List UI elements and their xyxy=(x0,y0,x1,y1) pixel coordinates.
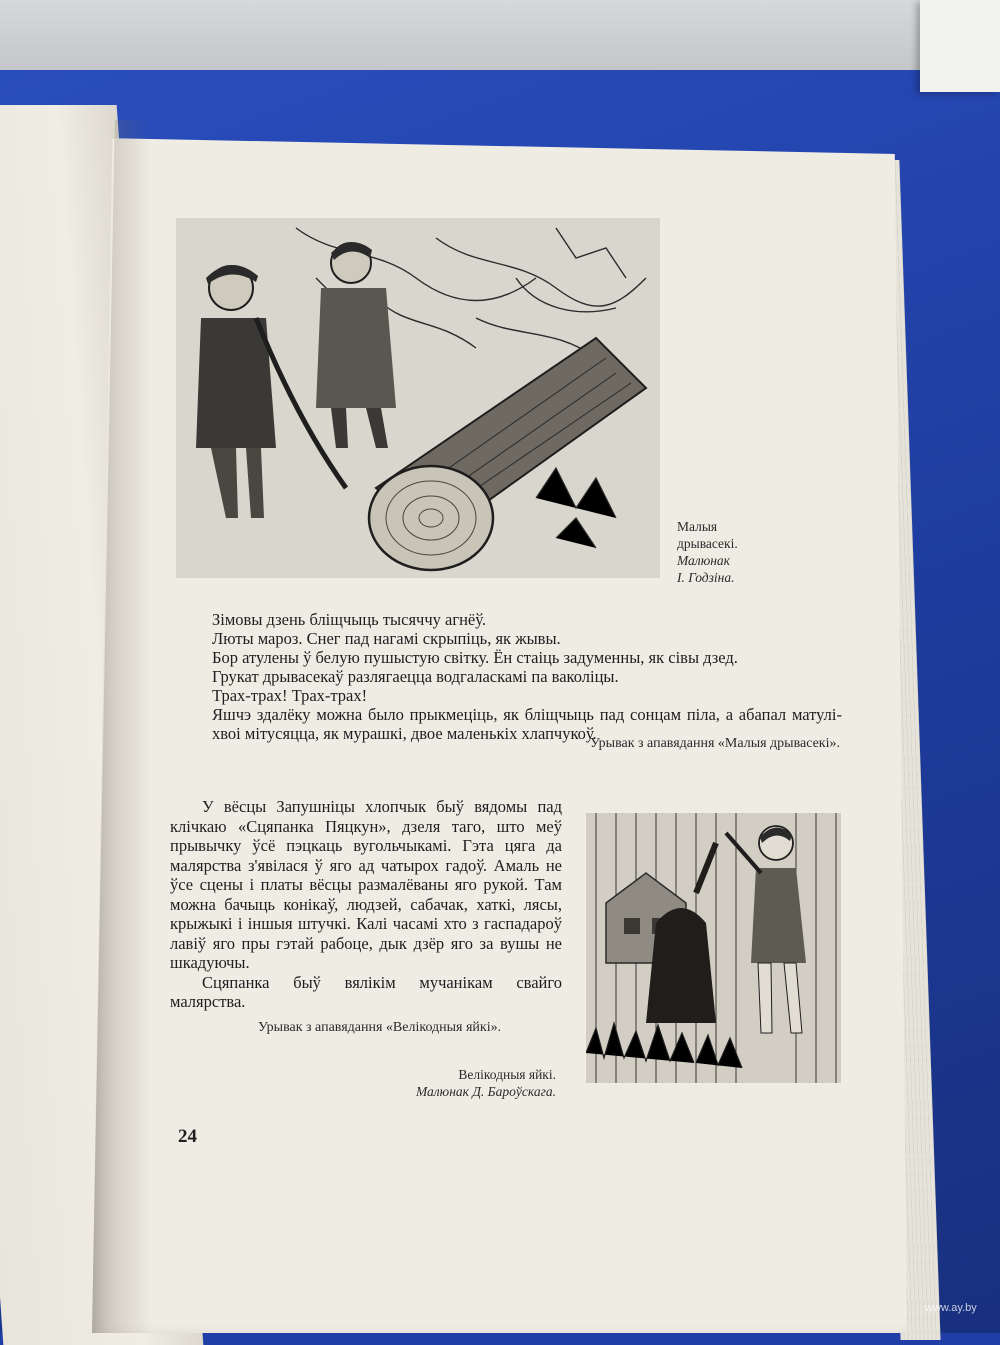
top-illustration-caption xyxy=(677,518,787,586)
excerpt-source-easter-eggs: Урывак з апавядання «Велікодныя яйкі». xyxy=(258,1020,502,1035)
excerpt-line: Трах-трах! Трах-трах! xyxy=(212,686,368,705)
excerpt-line: Люты мароз. Снег пад нагамі скрыпіць, як жывы. xyxy=(212,629,561,648)
prose-paragraph: У вёсцы Запушніцы хлопчык быў вядомы пад клічкаю «Сцяпанка Пяцкун», дзеля таго, што меў прывычку ўсё пэцкаць вугольчыкамі. Гэта цяга да малярства з'явілася ў яго ад чатырох гадоў. Амаль не ўсе сцены і платы вёсцы размалёваны яго рукой. Там можна бачыць конікаў, людзей, сабачак, хаткі, лясы, крыжыкі і іншыя штучкі. Калі часамі хто з гаспадароў лавіў яго пры гэтай рабоце, дык дзёр яго за вушы не шкадуючы. xyxy=(170,797,562,972)
white-box xyxy=(920,0,1000,92)
excerpt-line: Грукат дрывасекаў разлягаецца водгаласкамі па ваколіцы. xyxy=(212,667,619,686)
excerpt-line: Яшчэ здалёку можна было прыкмеціць, як бліщчыць пад сонцам піла, а абапал матулі-хвоі мітусяцца, як мурашкі, двое маленькіх хлапчукоў. xyxy=(212,705,842,743)
page-number: 24 xyxy=(178,1126,197,1147)
prose-excerpt-woodcutters xyxy=(212,610,842,743)
easter-eggs-drawing xyxy=(586,813,841,1083)
caption-author-line-1: Малюнак xyxy=(677,553,730,568)
prose-paragraph: Сцяпанка быў вялікім мучанікам свайго малярства. xyxy=(170,972,562,1011)
woodcutters-drawing xyxy=(176,218,660,578)
excerpt-source-woodcutters: Урывак з апавядання «Малыя дрывасекі». xyxy=(590,736,840,751)
prose-excerpt-easter-eggs xyxy=(170,797,562,1012)
bottom-illustration-caption xyxy=(380,1066,556,1100)
background-wall xyxy=(0,0,1000,70)
easter-eggs-illustration xyxy=(586,813,841,1083)
woodcutters-illustration xyxy=(176,218,660,578)
caption-line: Велікодныя яйкі. xyxy=(458,1067,556,1082)
caption-author-line-2: І. Годзіна. xyxy=(677,570,735,585)
caption-line-2: дрывасекі. xyxy=(677,536,738,551)
excerpt-line: Зімовы дзень бліщчыць тысяччу агнёў. xyxy=(212,610,486,629)
caption-line-1: Малыя xyxy=(677,519,718,534)
watermark: www.ay.by xyxy=(925,1302,977,1314)
excerpt-line: Бор атулены ў белую пушыстую світку. Ён стаіць задуменны, як сівы дзед. xyxy=(212,648,738,667)
caption-author: Малюнак Д. Бароўскага. xyxy=(415,1084,556,1099)
